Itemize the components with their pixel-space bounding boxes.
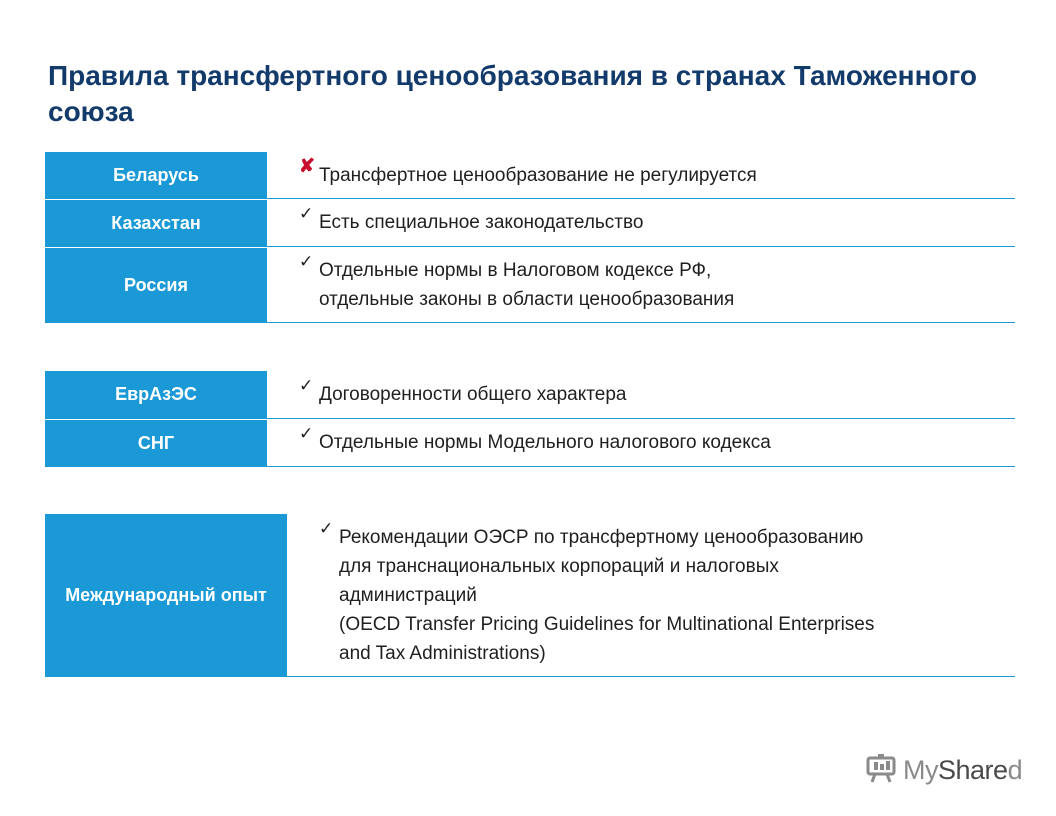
row-description — [267, 371, 1015, 418]
watermark-text: MyShared — [903, 755, 1023, 785]
table-row-international-experience — [45, 514, 1015, 677]
check-icon: ✓ — [299, 252, 314, 271]
description-line: Трансфертное ценообразование не регулируется — [319, 164, 757, 186]
description-line: and Tax Administrations) — [339, 642, 546, 664]
check-icon: ✓ — [299, 204, 314, 223]
row-description — [287, 514, 1015, 676]
row-description — [267, 419, 1015, 466]
description-line: (OECD Transfer Pricing Guidelines for Multinational Enterprises — [339, 613, 875, 635]
myshared-watermark — [865, 752, 1022, 789]
table-row-belarus — [45, 152, 1015, 199]
page-title: Правила трансфертного ценообразования в странах Таможенного союза — [48, 60, 978, 127]
table-group-organizations — [45, 371, 1015, 467]
description-line: Отдельные нормы Модельного налогового кодекса — [319, 432, 771, 453]
table-row-kazakhstan — [45, 199, 1015, 247]
description-line: Есть специальное законодательство — [319, 212, 644, 233]
country-label: Беларусь — [45, 152, 267, 198]
category-label: Международный опыт — [45, 514, 287, 676]
row-description — [267, 247, 1015, 322]
description-line: администраций — [339, 584, 477, 606]
row-description — [267, 152, 1015, 198]
description-line: Отдельные нормы в Налоговом кодексе РФ, — [319, 259, 712, 281]
organization-label: СНГ — [45, 419, 267, 466]
country-label: Казахстан — [45, 199, 267, 246]
check-icon: ✓ — [299, 376, 314, 395]
description-line: для транснациональных корпораций и налоговых — [339, 555, 779, 577]
description-line: Договоренности общего характера — [319, 384, 627, 405]
organization-label: ЕврАзЭС — [45, 371, 267, 418]
table-row-russia — [45, 247, 1015, 323]
row-description — [267, 199, 1015, 246]
table-group-international — [45, 514, 1015, 677]
check-icon: ✓ — [299, 424, 314, 443]
table-row-cis — [45, 419, 1015, 467]
table-group-customs-union — [45, 152, 1015, 323]
description-line: отдельные законы в области ценообразования — [319, 288, 735, 310]
country-label: Россия — [45, 247, 267, 322]
table-row-eurasec — [45, 371, 1015, 419]
check-icon: ✓ — [319, 519, 334, 538]
presentation-icon — [865, 752, 897, 789]
description-line: Рекомендации ОЭСР по трансфертному ценообразованию — [339, 526, 864, 548]
cross-icon: ✘ — [299, 156, 315, 177]
